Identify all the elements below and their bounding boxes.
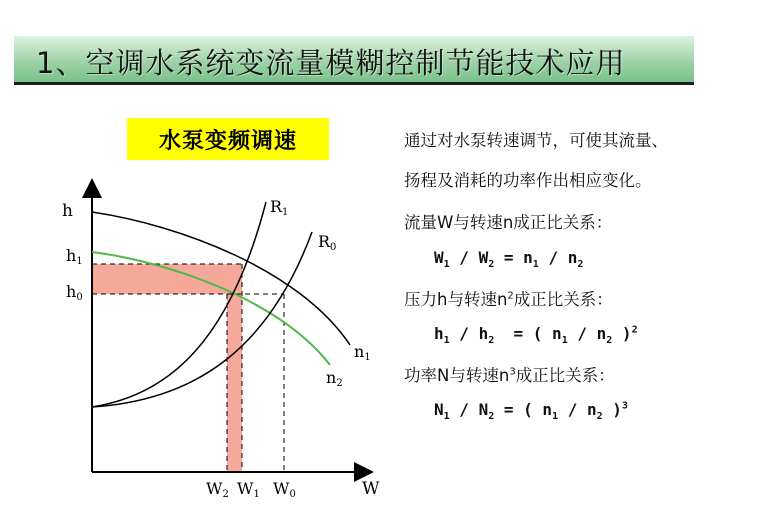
flow-relation-label: 流量W与转速n成正比关系： [404,213,613,232]
axis-y-label: h [62,201,73,221]
h0-label: h0 [66,282,83,303]
pressure-formula: $h_1 / h_2$ = ( $n_1 / n_2$ )$^2$ [434,324,638,347]
power-formula: $N_1 / N_2$ = ( $n_1 / n_2$ )$^3$ [434,400,628,423]
w0-label: W0 [273,479,296,500]
w2-label: W2 [206,479,229,500]
axis-x-label: W [362,479,380,499]
flow-formula: $W_1 / W_2 = n_1 / n_2$ [434,248,584,271]
explanation-line-1: 通过对水泵转速调节，可使其流量、 [404,131,668,150]
n2-label: n2 [326,368,343,389]
explanation-line-2: 扬程及消耗的功率作出相应变化。 [404,171,652,190]
page-title: 1、空调水系统变流量模糊控制节能技术应用 [36,46,626,80]
r0-label: R0 [318,232,337,253]
power-relation-label: 功率N与转速$n^3$成正比关系： [404,366,615,385]
n1-label: n1 [354,342,371,363]
pressure-relation-label: 压力h与转速$n^2$成正比关系： [404,290,613,309]
diagram-subtitle: 水泵变频调速 [127,118,329,160]
r1-label: R1 [270,197,289,218]
h1-label: h1 [66,246,83,267]
w1-label: W1 [237,479,260,500]
